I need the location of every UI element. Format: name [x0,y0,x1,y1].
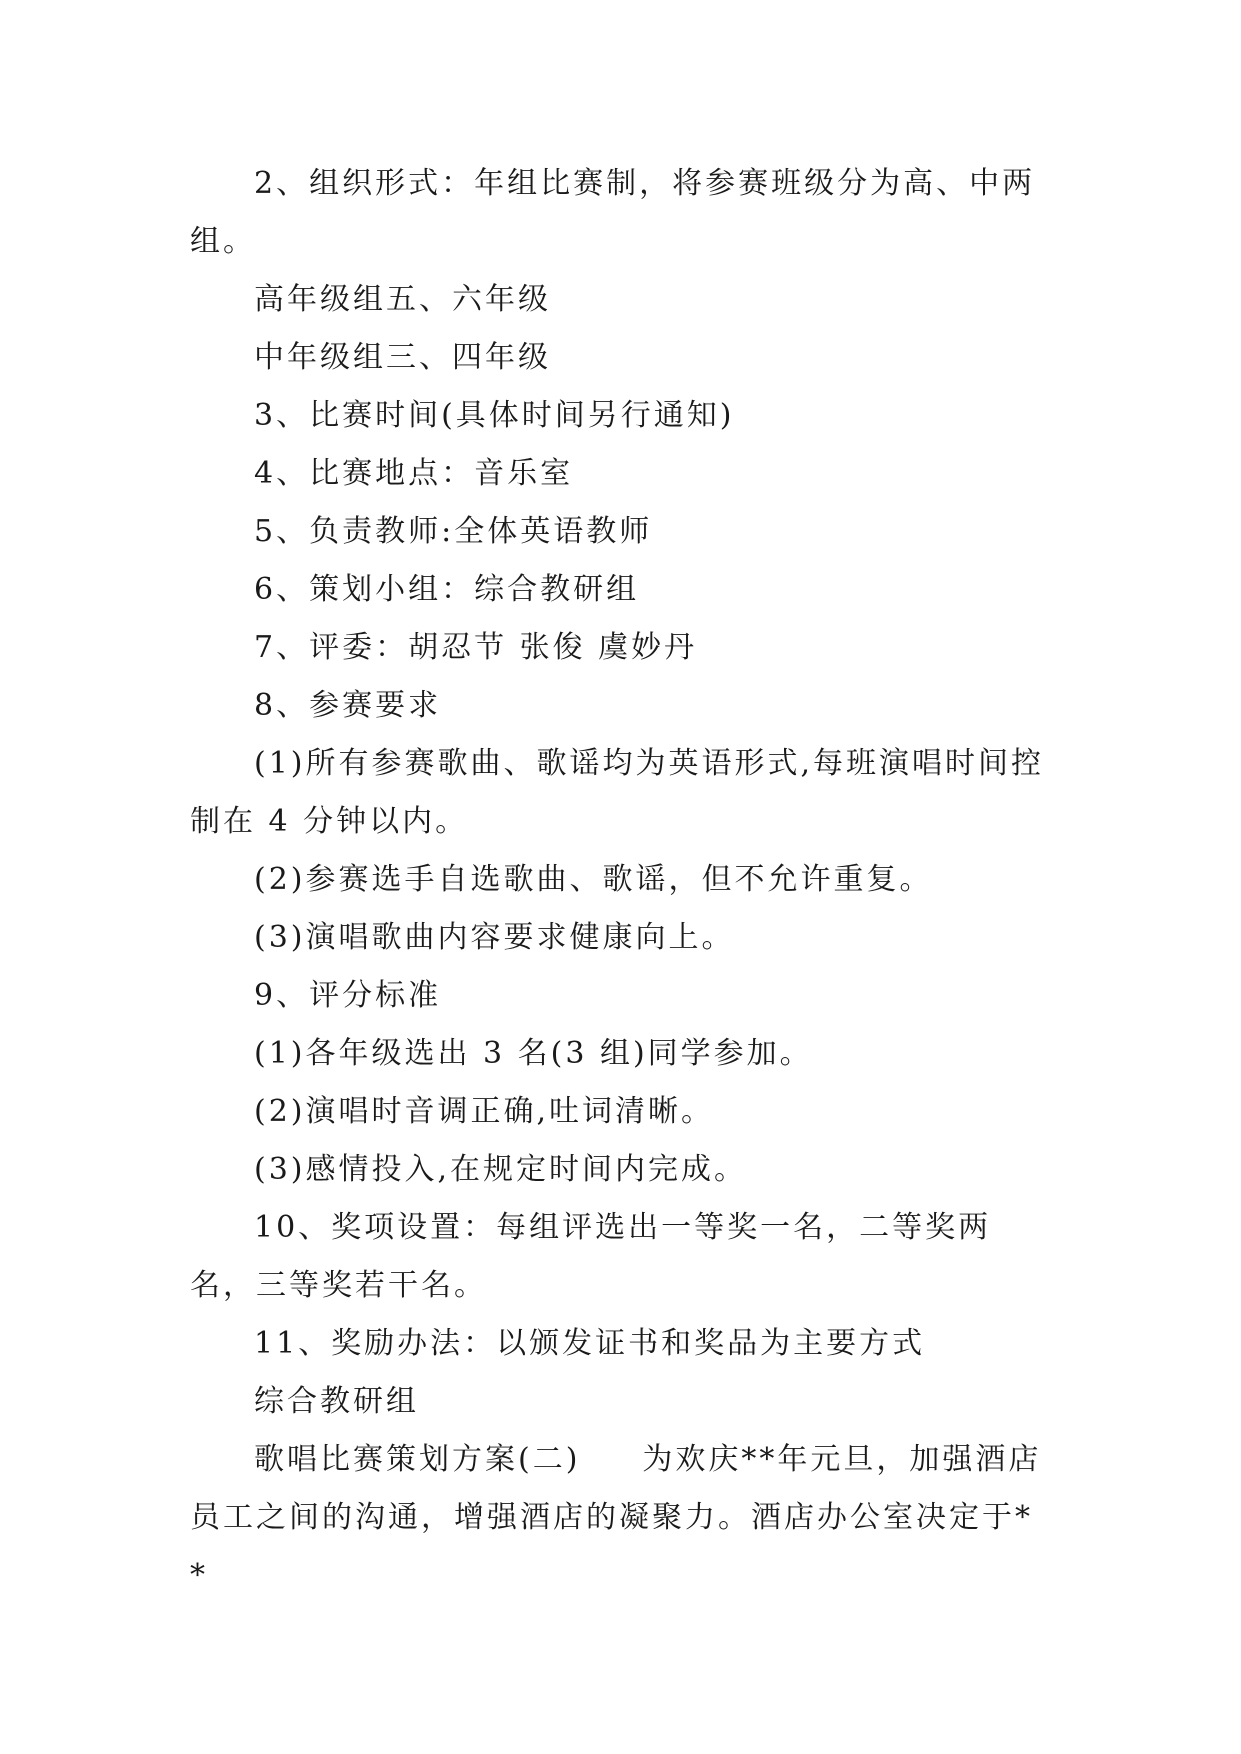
paragraph-judges: 7、评委：胡忍节 张俊 虞妙丹 [254,630,698,665]
paragraph-plan-two [190,1431,1050,1605]
paragraph-requirement-1: (1)所有参赛歌曲、歌谣均为英语形式,每班演唱时间控制在 4 分钟以内。 [190,746,1045,839]
paragraph-middle-group: 中年级组三、四年级 [254,340,551,375]
paragraph-awards: 10、奖项设置：每组评选出一等奖一名，二等奖两名，三等奖若干名。 [190,1210,992,1303]
plan-two-title: 歌唱比赛策划方案(二) [254,1442,581,1477]
paragraph-requirement-2: (2)参赛选手自选歌曲、歌谣，但不允许重复。 [254,862,933,897]
paragraph-scoring-2: (2)演唱时音调正确,吐词清晰。 [254,1094,715,1129]
paragraph-organization-form: 2、组织形式：年组比赛制，将参赛班级分为高、中两组。 [190,166,1036,259]
paragraph-teachers: 5、负责教师:全体英语教师 [254,514,653,549]
paragraph-signature: 综合教研组 [254,1384,419,1419]
paragraph-reward-method: 11、奖励办法：以颁发证书和奖品为主要方式 [254,1326,926,1361]
paragraph-competition-time: 3、比赛时间(具体时间另行通知) [254,398,735,433]
paragraph-competition-venue: 4、比赛地点：音乐室 [254,456,574,491]
paragraph-planning-group: 6、策划小组：综合教研组 [254,572,640,607]
paragraph-scoring-heading: 9、评分标准 [254,978,442,1013]
paragraph-scoring-1: (1)各年级选出 3 名(3 组)同学参加。 [254,1036,813,1071]
paragraph-scoring-3: (3)感情投入,在规定时间内完成。 [254,1152,748,1187]
paragraph-senior-group: 高年级组五、六年级 [254,282,551,317]
document-body [190,155,1050,1605]
plan-two-body: 为欢庆**年元旦，加强酒店员工之间的沟通，增强酒店的凝聚力。酒店办公室决定于** [190,1442,1042,1593]
paragraph-requirements-heading: 8、参赛要求 [254,688,442,723]
paragraph-requirement-3: (3)演唱歌曲内容要求健康向上。 [254,920,735,955]
